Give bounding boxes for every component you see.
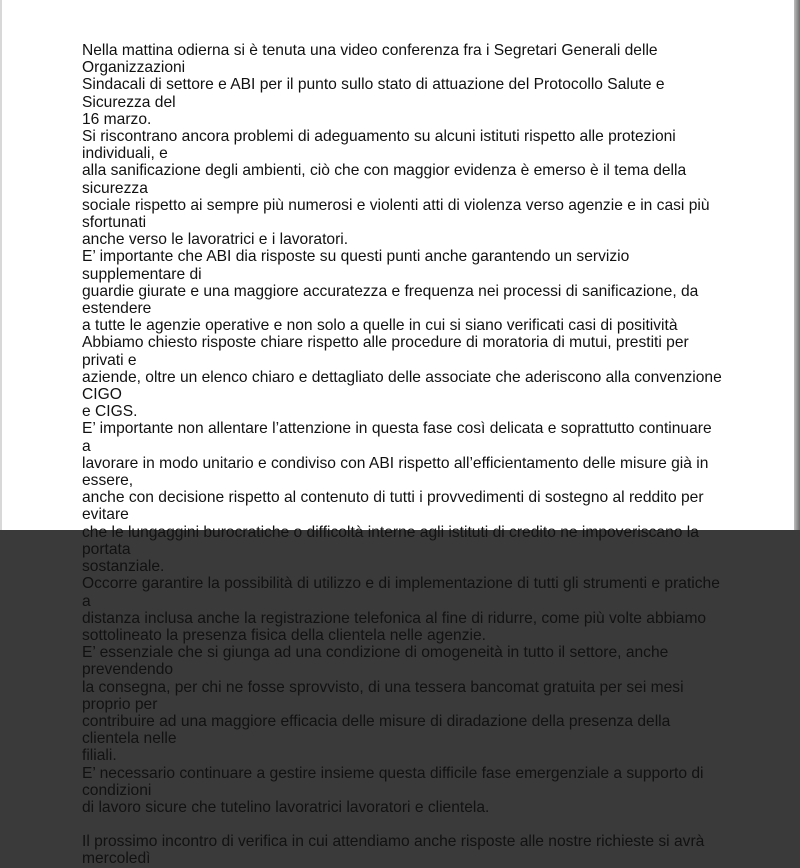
paragraph-remote-tools: Occorre garantire la possibilità di utilizzo e di implementazione di tutti gli strumenti e pratiche a distanza inclusa anche la registrazione telefonica al fine di ridurre, come più volte abbiamo sottolineato la presenza fisica della clientela nelle agenzie. (82, 575, 720, 644)
document-body (82, 42, 722, 868)
paragraph-continue: E’ necessario continuare a gestire insieme questa difficile fase emergenziale a supporto di condizioni di lavoro sicure che tutelino lavoratrici lavoratori e clientela. (82, 764, 704, 816)
paragraph-intro: Nella mattina odierna si è tenuta una video conferenza fra i Segretari Generali delle Organizzazioni Sindacali di settore e ABI per il punto sullo stato di attuazione del Protocollo Salute e Sicurezza del 16 marzo. (82, 42, 665, 128)
paragraph-spacer (82, 816, 722, 833)
paragraph-attention: E’ importante non allentare l’attenzione in questa fase così delicata e soprattutto continuare a lavorare in modo unitario e condiviso con ABI rispetto all’efficientamento delle misure già in essere, anche con decisione rispetto al contenuto di tutti i provvedimenti di sostegno al reddito per evitare che le lungaggini burocratiche o difficoltà interne agli istituti di credito ne impoveriscano la portata sostanziale. (82, 420, 712, 576)
page-right-edge (794, 0, 800, 530)
paragraph-problems: Si riscontrano ancora problemi di adeguamento su alcuni istituti rispetto alle protezioni individuali, e alla sanificazione degli ambienti, ciò che con maggior evidenza è emerso è il tema della sicurezza sociale rispetto ai sempre più numerosi e violenti atti di violenza verso agenzie e in casi più sfortunati anche verso le lavoratrici e i lavoratori. (82, 128, 710, 249)
paragraph-homogeneity: E’ essenziale che si giunga ad una condizione di omogeneità in tutto il settore, anche prevendendo la consegna, per chi ne fosse sprovvisto, di una tessera bancomat gratuita per sei mesi proprio per contribuire ad una maggiore efficacia delle misure di diradazione della presenza della clientela nelle filiali. (82, 644, 684, 765)
paragraph-next-meeting: Il prossimo incontro di verifica in cui attendiamo anche risposte alle nostre richieste si avrà mercoledì (82, 833, 705, 868)
paragraph-abi-responses: E’ importante che ABI dia risposte su questi punti anche garantendo un servizio supplementare di guardie giurate e una maggiore accuratezza e frequenza nei processi di sanificazione, da estendere a tutte le agenzie operative e non solo a quelle in cui si siano verificati casi di positività (82, 248, 699, 335)
paragraph-moratorium: Abbiamo chiesto risposte chiare rispetto alle procedure di moratoria di mutui, prestiti per privati e aziende, oltre un elenco chiaro e dettagliato delle associate che aderiscono alla convenzione CIGO e CIGS. (82, 334, 722, 421)
page-left-edge (0, 0, 2, 530)
